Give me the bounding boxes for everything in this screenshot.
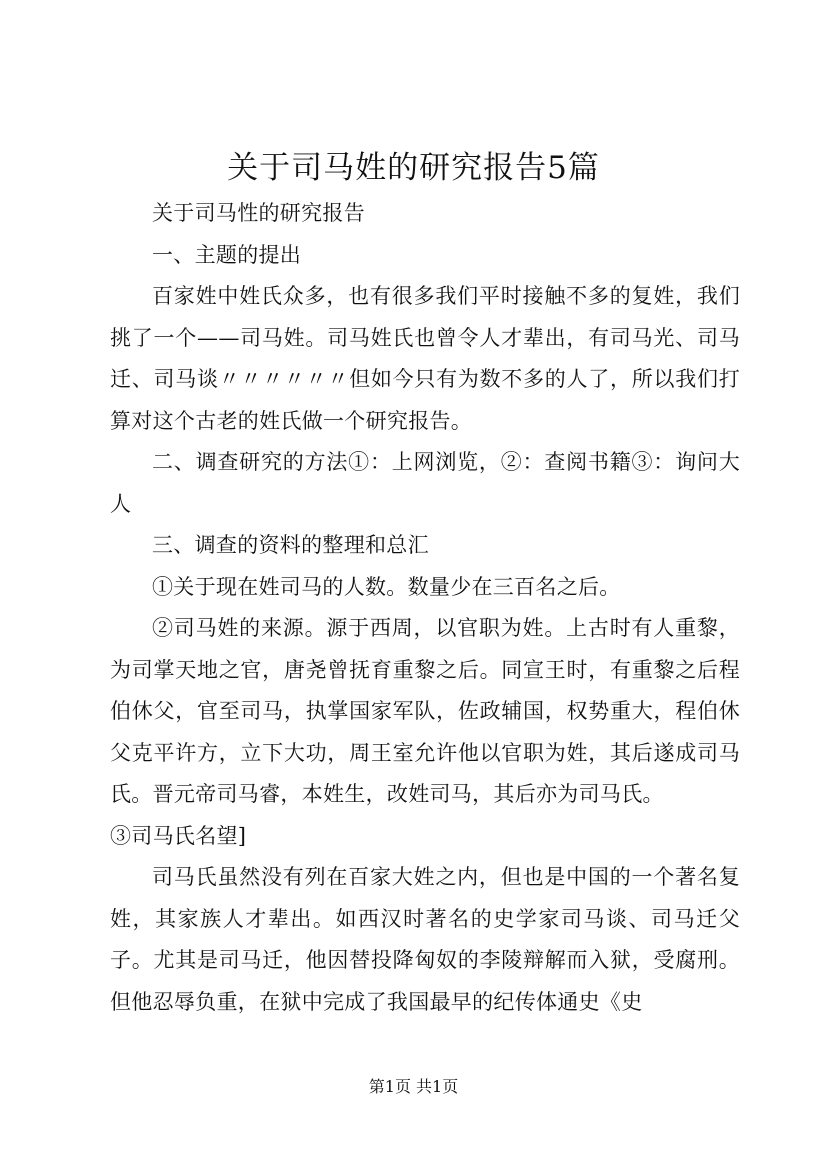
paragraph-item-1-population: ①关于现在姓司马的人数。数量少在三百名之后。 [152, 574, 621, 599]
paragraph-item-3-body: 司马氏虽然没有列在百家大姓之内，但也是中国的一个著名复姓，其家族人才辈出。如西汉时著名的史学家司马谈、司马迁父子。尤其是司马迁，他因替投降匈奴的李陵辩解而入狱，受腐刑。但他忍辱负重，在狱中完成了我国最早的纪传体通史《史 [110, 865, 740, 1014]
paragraph-section-1-body: 百家姓中姓氏众多，也有很多我们平时接触不多的复姓，我们挑了一个——司马姓。司马姓氏也曾令人才辈出，有司马光、司马迁、司马谈〃〃〃〃〃〃但如今只有为数不多的人了，所以我们打算对这个古老的姓氏做一个研究报告。 [110, 284, 740, 433]
paragraph-section-3-heading: 三、调查的资料的整理和总汇 [152, 533, 429, 557]
paragraph-section-2-methods: 二、调查研究的方法①：上网浏览，②：查阅书籍③：询问大人 [110, 450, 740, 516]
paragraph-item-3-heading: ③司马氏名望] [110, 823, 247, 848]
paragraph-item-2-origin: ②司马姓的来源。源于西周，以官职为姓。上古时有人重黎，为司掌天地之官，唐尧曾抚育重黎之后。同宣王时，有重黎之后程伯休父，官至司马，执掌国家军队，佐政辅国，权势重大，程伯休父克平许方，立下大功，周王室允许他以官职为姓，其后遂成司马氏。晋元帝司马睿，本姓生，改姓司马，其后亦为司马氏。 [110, 616, 740, 806]
page-footer: 第1页 共1页 [368, 1077, 459, 1096]
paragraph-subtitle: 关于司马性的研究报告 [152, 201, 365, 225]
document-title: 关于司马姓的研究报告5篇 [227, 150, 600, 186]
paragraph-section-1-heading: 一、主题的提出 [152, 242, 302, 267]
document-body [110, 193, 740, 1023]
